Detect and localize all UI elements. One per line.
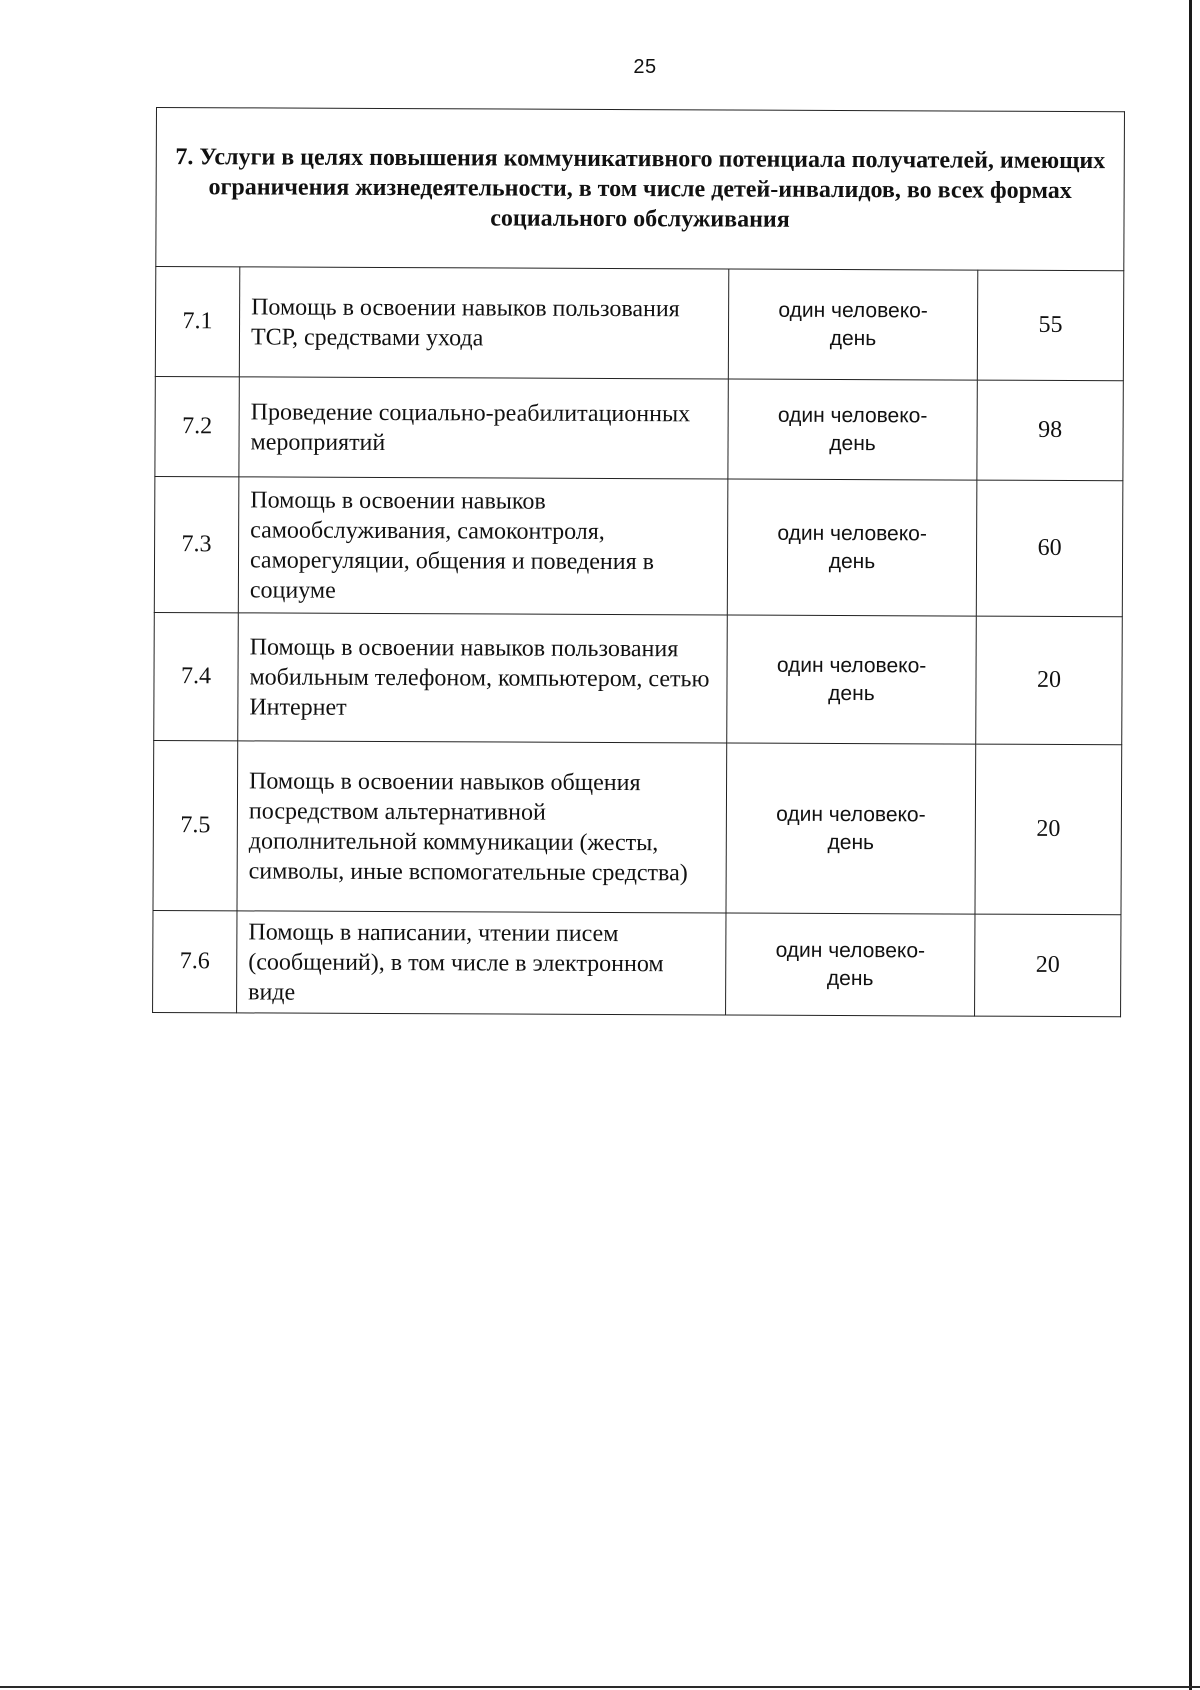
unit-of-measure: один человеко-день: [727, 615, 977, 744]
service-name: Помощь в написании, чтении писем (сообщений), в том числе в электронном виде: [237, 911, 726, 1015]
unit-of-measure: один человеко-день: [728, 269, 977, 380]
service-value: 20: [975, 744, 1122, 915]
service-value: 20: [975, 914, 1121, 1017]
table-row: [153, 910, 1121, 1016]
table-row: [154, 476, 1123, 616]
section-title: 7. Услуги в целях повышения коммуникативного потенциала получателей, имеющих ограничения жизнедеятельности, в том числе детей-инвалидов, во всех формах социального обслуживания: [156, 108, 1125, 271]
service-name: Помощь в освоении навыков пользования мобильным телефоном, компьютером, сетью Интернет: [238, 613, 728, 743]
page-number: 25: [633, 56, 657, 78]
row-number: 7.4: [154, 612, 239, 740]
scan-edge-bottom: [0, 1686, 1200, 1688]
service-name: Помощь в освоении навыков пользования ТСР, средствами ухода: [239, 267, 728, 379]
service-name: Помощь в освоении навыков общения посредством альтернативной дополнительной коммуникации (жесты, символы, иные вспомогательные средства): [237, 741, 727, 913]
row-number: 7.2: [155, 376, 239, 476]
service-value: 55: [977, 270, 1124, 381]
services-table: [152, 107, 1125, 1017]
service-value: 98: [977, 380, 1123, 481]
unit-of-measure: один человеко-день: [726, 913, 975, 1016]
table-row: [154, 612, 1123, 744]
row-number: 7.5: [153, 740, 238, 910]
unit-of-measure: один человеко-день: [726, 743, 976, 914]
service-name: Проведение социально-реабилитационных мероприятий: [239, 377, 728, 479]
service-value: 60: [976, 480, 1123, 617]
unit-of-measure: один человеко-день: [728, 379, 977, 480]
table-row: [153, 740, 1122, 914]
row-number: 7.3: [154, 476, 239, 612]
scan-edge-right: [1189, 0, 1192, 1690]
row-number: 7.1: [155, 267, 239, 377]
service-value: 20: [976, 616, 1123, 745]
service-name: Помощь в освоении навыков самообслуживания, самоконтроля, саморегуляции, общения и поведения в социуме: [238, 477, 728, 615]
row-number: 7.6: [153, 910, 237, 1012]
unit-of-measure: один человеко-день: [727, 479, 977, 616]
table-row: [155, 267, 1124, 381]
section-header-row: [156, 108, 1125, 271]
table-row: [155, 376, 1123, 480]
